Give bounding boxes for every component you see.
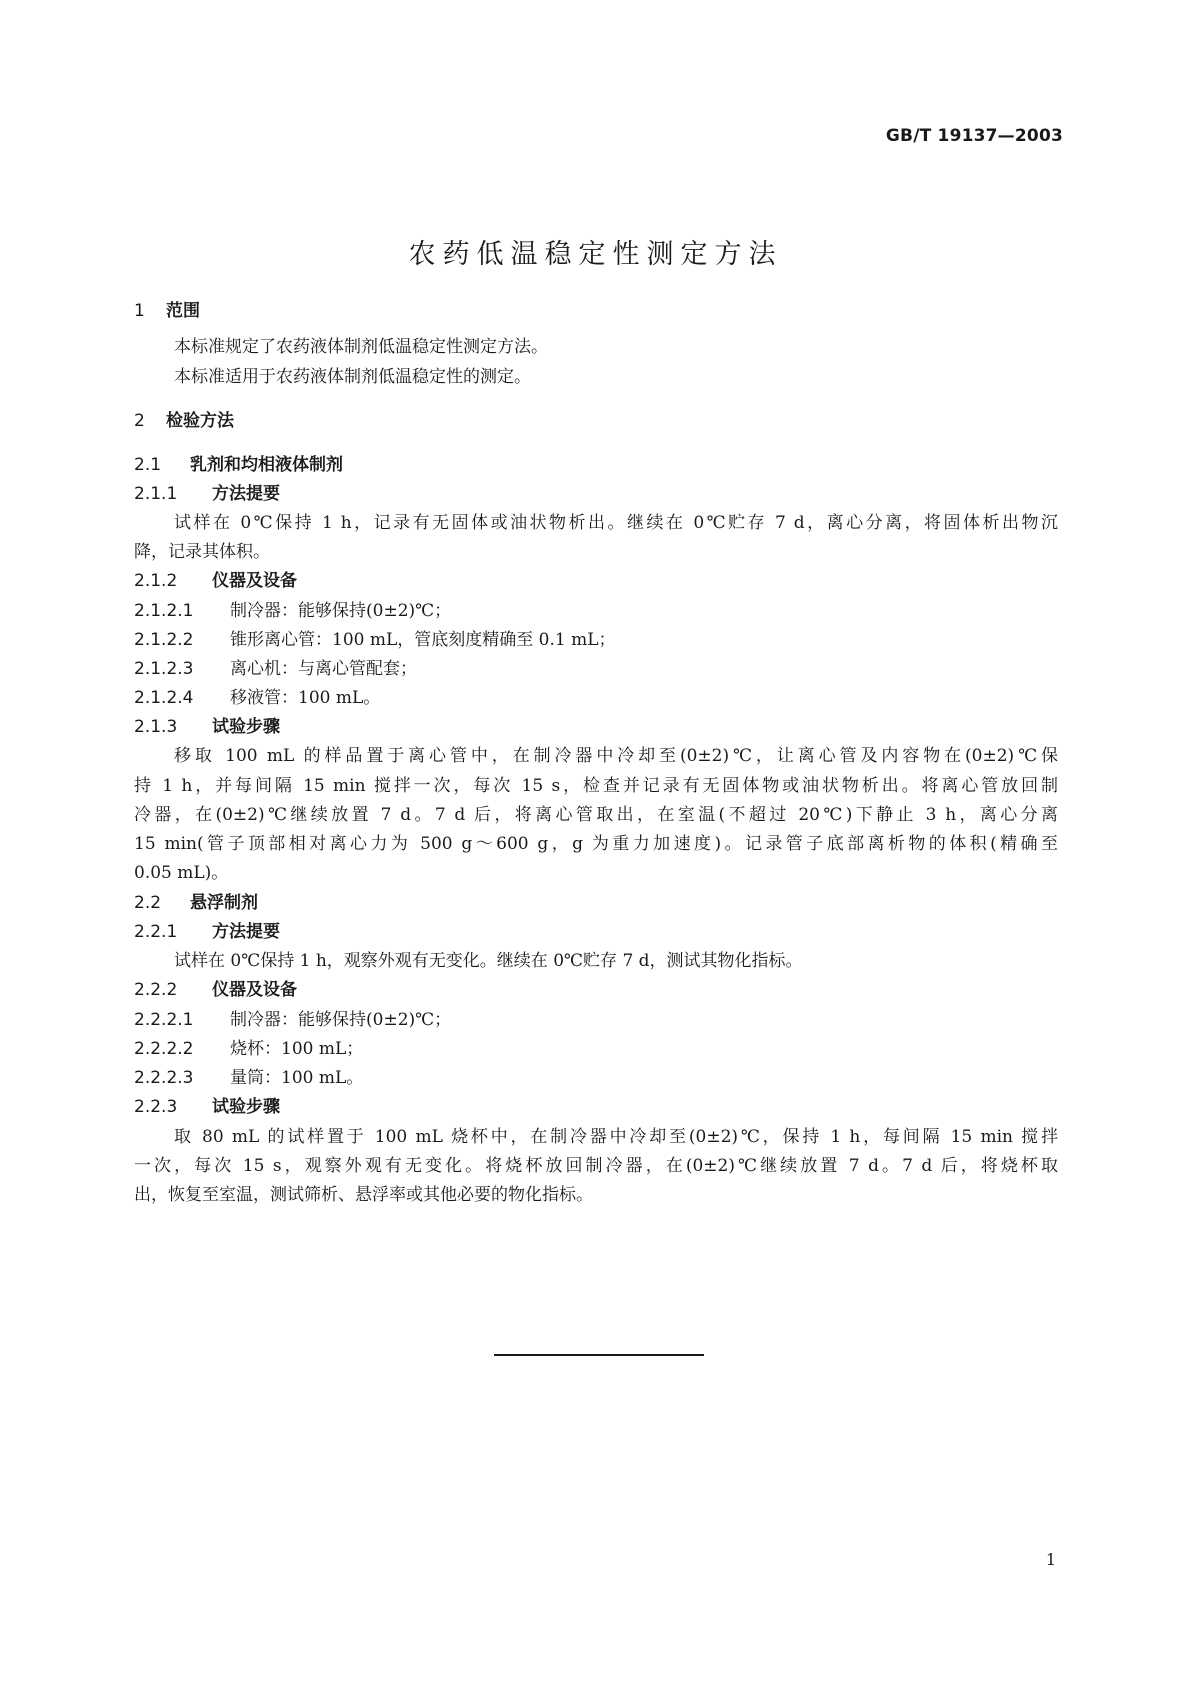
end-of-text-rule: [494, 1354, 704, 1356]
section-title: 乳剂和均相液体制剂: [190, 455, 343, 475]
section-number: 2.2.2: [134, 980, 178, 1000]
section-number: 2.2.1: [134, 922, 178, 942]
section-2-1-1-heading: [134, 484, 1058, 504]
paragraph: 本标准适用于农药液体制剂低温稳定性的测定。: [174, 367, 531, 387]
section-number: 2.2.3: [134, 1097, 178, 1117]
item-text: 烧杯：100 mL；: [230, 1039, 364, 1059]
section-number: 2.1.3: [134, 717, 178, 737]
section-number: 2.1.1: [134, 484, 178, 504]
section-2-2-1-heading: [134, 922, 1058, 942]
paragraph-line: 试样在 0℃保持 1 h，记录有无固体或油状物析出。继续在 0℃贮存 7 d，离心分离，将固体析出物沉: [174, 513, 1058, 533]
list-item: [134, 601, 1058, 621]
paragraph: 本标准规定了农药液体制剂低温稳定性测定方法。: [174, 337, 548, 357]
paragraph-line: 冷器，在(0±2)℃继续放置 7 d。7 d 后，将离心管取出，在室温(不超过 20℃)下静止 3 h，离心分离: [134, 805, 1058, 825]
item-text: 锥形离心管：100 mL，管底刻度精确至 0.1 mL；: [230, 630, 616, 650]
paragraph-line: 取 80 mL 的试样置于 100 mL 烧杯中，在制冷器中冷却至(0±2)℃，保持 1 h，每间隔 15 min 搅拌: [174, 1127, 1058, 1147]
item-text: 移液管：100 mL。: [230, 688, 381, 708]
item-number: 2.1.2.2: [134, 630, 194, 650]
page-number: 1: [1045, 1550, 1056, 1569]
item-number: 2.1.2.4: [134, 688, 194, 708]
list-item: [134, 688, 1058, 708]
section-title: 范围: [166, 301, 200, 321]
section-title: 方法提要: [212, 922, 280, 942]
list-item: [134, 1010, 1058, 1030]
section-2-2-3-heading: [134, 1097, 1058, 1117]
list-item: [134, 1039, 1058, 1059]
standard-code: GB/T 19137—2003: [885, 126, 1063, 146]
document-title: 农药低温稳定性测定方法: [408, 239, 783, 270]
item-number: 2.2.2.2: [134, 1039, 194, 1059]
paragraph-line: 持 1 h，并每间隔 15 min 搅拌一次，每次 15 s，检查并记录有无固体物或油状物析出。将离心管放回制: [134, 776, 1058, 796]
paragraph-line: 移取 100 mL 的样品置于离心管中，在制冷器中冷却至(0±2)℃，让离心管及内容物在(0±2)℃保: [174, 746, 1058, 766]
section-title: 试验步骤: [212, 717, 280, 737]
item-number: 2.1.2.1: [134, 601, 194, 621]
section-number: 2.1: [134, 455, 162, 475]
section-2-heading: [134, 411, 1058, 431]
section-2-1-heading: [134, 455, 1058, 475]
section-2-1-3-heading: [134, 717, 1058, 737]
item-text: 制冷器：能够保持(0±2)℃；: [230, 1010, 452, 1030]
section-2-2-2-heading: [134, 980, 1058, 1000]
section-title: 检验方法: [166, 411, 234, 431]
section-number: 1: [134, 301, 145, 321]
section-2-2-heading: [134, 893, 1058, 913]
paragraph-line: 0.05 mL)。: [134, 863, 229, 883]
paragraph-line: 出，恢复至室温，测试筛析、悬浮率或其他必要的物化指标。: [134, 1185, 593, 1205]
section-title: 试验步骤: [212, 1097, 280, 1117]
section-2-1-2-heading: [134, 571, 1058, 591]
list-item: [134, 659, 1058, 679]
section-title: 悬浮制剂: [190, 893, 258, 913]
paragraph-line: 一次，每次 15 s，观察外观有无变化。将烧杯放回制冷器，在(0±2)℃继续放置 7 d。7 d 后，将烧杯取: [134, 1156, 1058, 1176]
list-item: [134, 1068, 1058, 1088]
section-title: 仪器及设备: [212, 571, 297, 591]
paragraph-line: 降，记录其体积。: [134, 542, 270, 562]
section-number: 2.1.2: [134, 571, 178, 591]
item-text: 离心机：与离心管配套；: [230, 659, 417, 679]
section-title: 方法提要: [212, 484, 280, 504]
item-text: 量筒：100 mL。: [230, 1068, 364, 1088]
item-number: 2.2.2.3: [134, 1068, 194, 1088]
list-item: [134, 630, 1058, 650]
section-number: 2.2: [134, 893, 162, 913]
paragraph-line: 15 min(管子顶部相对离心力为 500 g～600 g，g 为重力加速度)。记录管子底部离析物的体积(精确至: [134, 834, 1058, 854]
section-number: 2: [134, 411, 145, 431]
item-number: 2.2.2.1: [134, 1010, 194, 1030]
item-number: 2.1.2.3: [134, 659, 194, 679]
item-text: 制冷器：能够保持(0±2)℃；: [230, 601, 452, 621]
paragraph-line: 试样在 0℃保持 1 h，观察外观有无变化。继续在 0℃贮存 7 d，测试其物化指标。: [174, 951, 803, 971]
section-title: 仪器及设备: [212, 980, 297, 1000]
section-1-heading: [134, 301, 1058, 321]
